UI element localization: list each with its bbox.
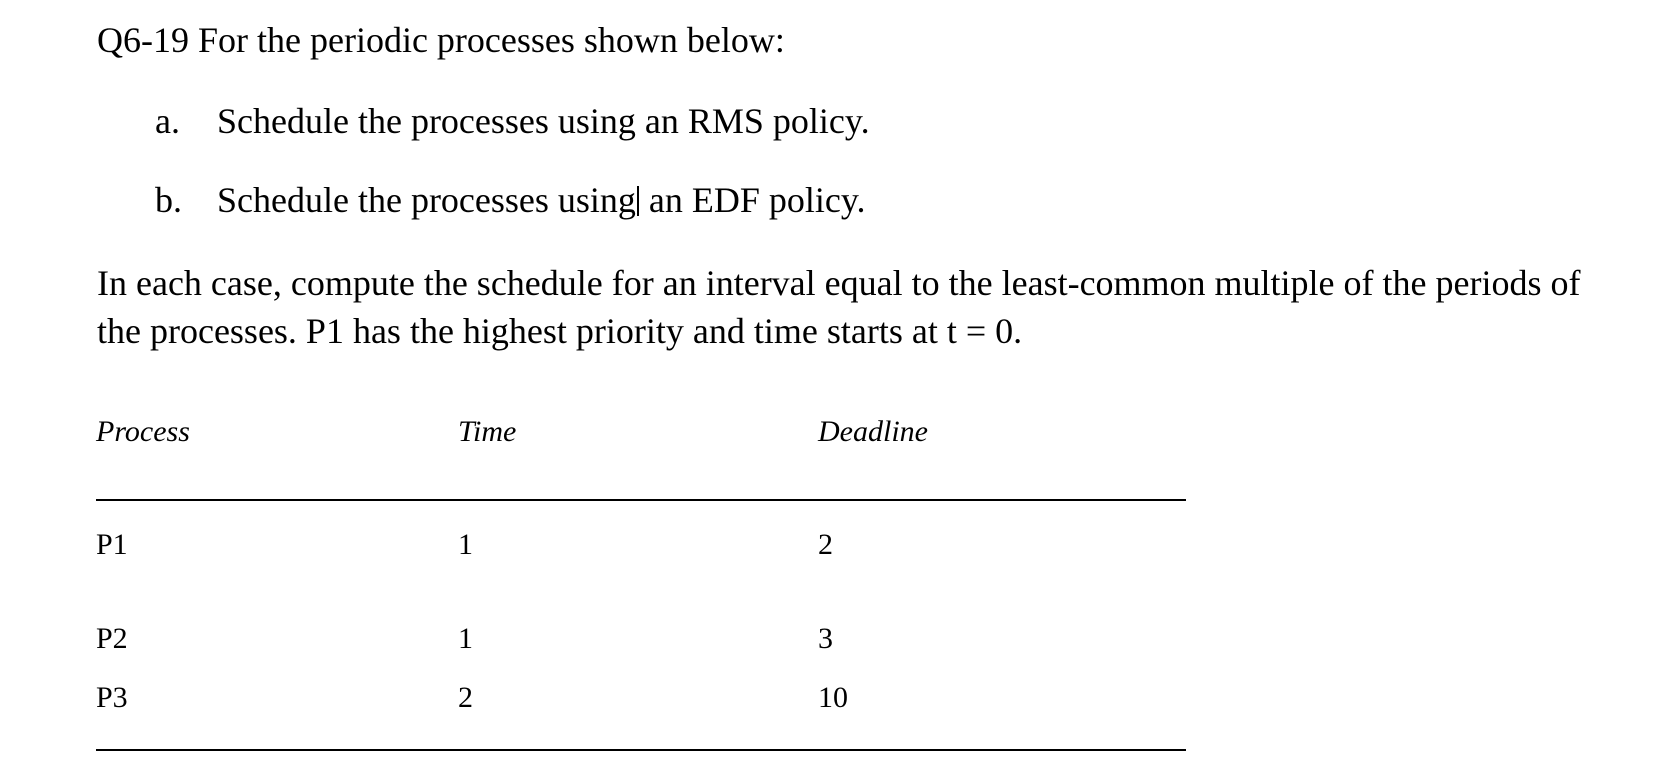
process-table: [96, 0, 1186, 778]
list-item-b-text-end: an EDF policy.: [639, 180, 866, 220]
cell-p2-time: 1: [458, 622, 473, 655]
table-top-rule: [96, 499, 1186, 501]
cell-p3-deadline: 10: [818, 681, 848, 714]
cell-p3-process: P3: [96, 681, 128, 714]
list-item-b-text-start: Schedule the processes using: [217, 180, 636, 220]
header-time: Time: [458, 415, 517, 448]
cell-p2-process: P2: [96, 622, 128, 655]
cell-p1-time: 1: [458, 528, 473, 561]
table-bottom-rule: [96, 749, 1186, 751]
cell-p2-deadline: 3: [818, 622, 833, 655]
list-marker-a: a.: [155, 101, 180, 141]
cell-p1-process: P1: [96, 528, 128, 561]
instructions-line-1: In each case, compute the schedule for an interval equal to the least-common multiple of the periods of: [97, 263, 1581, 303]
question-title: Q6-19 For the periodic processes shown below:: [97, 20, 785, 60]
list-marker-b: b.: [155, 180, 182, 220]
instructions-line-2: the processes. P1 has the highest priority and time starts at t = 0.: [97, 311, 1023, 351]
header-process: Process: [96, 415, 190, 448]
cell-p1-deadline: 2: [818, 528, 833, 561]
cell-p3-time: 2: [458, 681, 473, 714]
header-deadline: Deadline: [818, 415, 928, 448]
list-item-a-text: Schedule the processes using an RMS policy.: [217, 101, 870, 141]
